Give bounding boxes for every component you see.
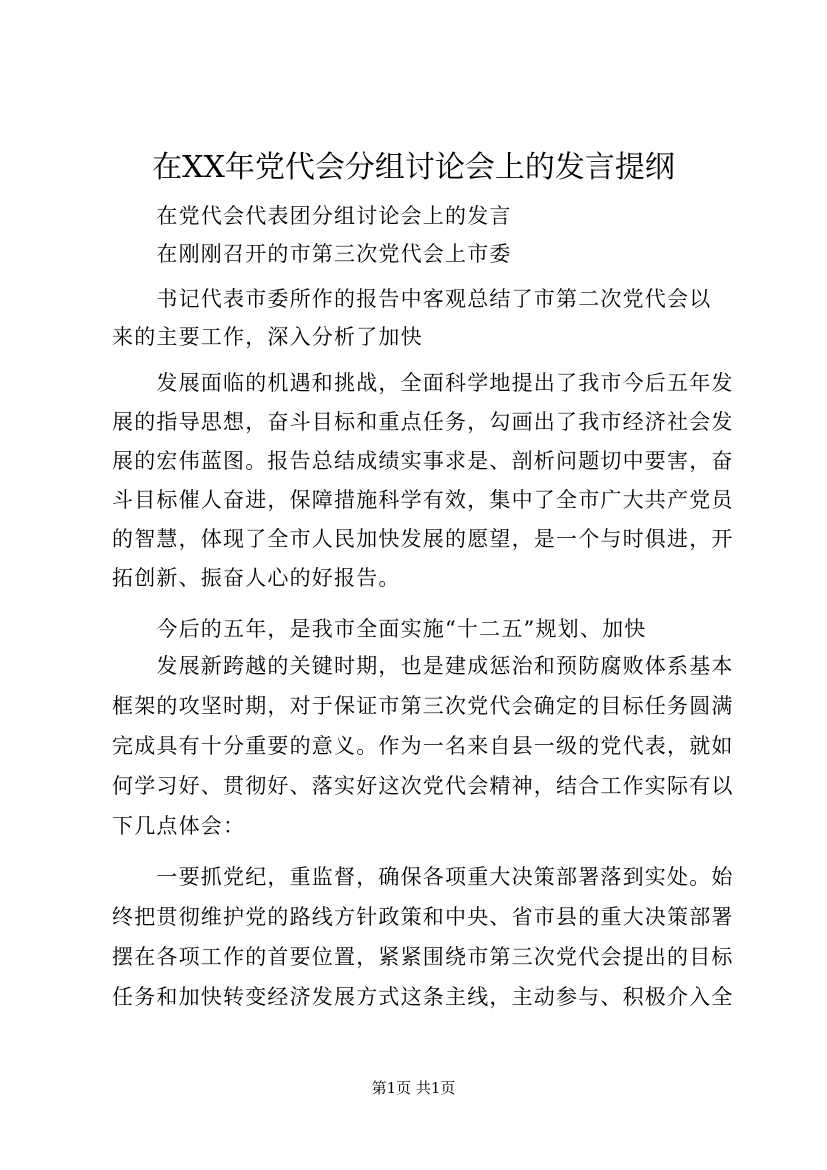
body-line: 发展新跨越的关键时期，也是建成惩治和预防腐败体系基本 xyxy=(112,654,734,678)
body-line: 今后的五年，是我市全面实施“十二五”规划、加快 xyxy=(112,617,647,641)
body-line: 拓创新、振奋人心的好报告。 xyxy=(112,566,401,590)
body-line: 的智慧，体现了全市人民加快发展的愿望，是一个与时俱进，开 xyxy=(112,527,734,551)
body-line: 框架的攻坚时期，对于保证市第三次党代会确定的目标任务圆满 xyxy=(112,694,734,718)
body-line: 书记代表市委所作的报告中客观总结了市第二次党代会以 xyxy=(112,287,712,311)
body-line: 斗目标催人奋进，保障措施科学有效，集中了全市广大共产党员 xyxy=(112,488,734,512)
document-title: 在XX年党代会分组讨论会上的发言提纲 xyxy=(152,150,675,185)
body-line: 一要抓党纪，重监督，确保各项重大决策部署落到实处。始 xyxy=(112,865,734,889)
body-line: 终把贯彻维护党的路线方针政策和中央、省市县的重大决策部署 xyxy=(112,905,734,929)
body-line: 在刚刚召开的市第三次党代会上市委 xyxy=(112,242,512,266)
body-line: 完成具有十分重要的意义。作为一名来自县一级的党代表，就如 xyxy=(112,734,734,758)
body-line: 来的主要工作，深入分析了加快 xyxy=(112,325,423,349)
body-line: 摆在各项工作的首要位置，紧紧围绕市第三次党代会提出的目标 xyxy=(112,945,734,969)
body-line: 发展面临的机遇和挑战，全面科学地提出了我市今后五年发 xyxy=(112,371,734,395)
page-footer: 第1页 共1页 xyxy=(371,1079,456,1097)
body-line: 在党代会代表团分组讨论会上的发言 xyxy=(112,204,512,228)
body-line: 展的宏伟蓝图。报告总结成绩实事求是、剖析问题切中要害，奋 xyxy=(112,449,734,473)
body-line: 展的指导思想，奋斗目标和重点任务，勾画出了我市经济社会发 xyxy=(112,410,734,434)
body-line: 任务和加快转变经济发展方式这条主线，主动参与、积极介入全 xyxy=(112,985,734,1009)
body-line: 下几点体会： xyxy=(112,814,246,838)
body-line: 何学习好、贯彻好、落实好这次党代会精神，结合工作实际有以 xyxy=(112,774,734,798)
